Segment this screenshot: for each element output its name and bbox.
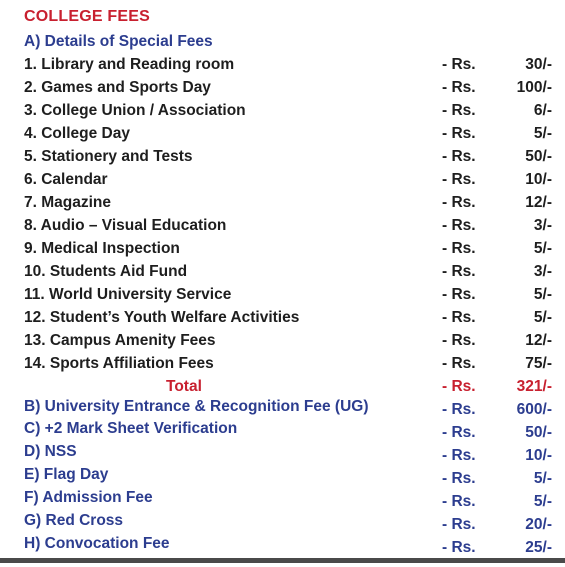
fee-row — [24, 192, 554, 214]
fee-prefix: - Rs. — [442, 424, 476, 441]
fee-label: 11. World University Service — [24, 286, 232, 303]
fee-label: 12. Student’s Youth Welfare Activities — [24, 309, 300, 326]
fee-amount — [442, 169, 552, 191]
fee-prefix: - Rs. — [442, 401, 476, 418]
fee-label: 5. Stationery and Tests — [24, 148, 193, 165]
fee-row — [24, 169, 554, 191]
fee-prefix: - Rs. — [442, 171, 476, 188]
fee-amount — [442, 330, 552, 352]
fee-label: 2. Games and Sports Day — [24, 79, 211, 96]
other-fee-row — [24, 464, 554, 486]
fee-label: 9. Medical Inspection — [24, 240, 180, 257]
fee-row — [24, 330, 554, 352]
fee-prefix: - Rs. — [442, 148, 476, 165]
fee-row — [24, 54, 554, 76]
total-label: Total — [166, 378, 202, 395]
fee-label: 13. Campus Amenity Fees — [24, 332, 216, 349]
fee-amount — [442, 54, 552, 76]
fee-prefix: - Rs. — [442, 79, 476, 96]
fee-value: 20/- — [525, 516, 552, 533]
fee-row — [24, 284, 554, 306]
fee-row — [24, 261, 554, 283]
fee-amount — [442, 192, 552, 214]
other-fee-row — [24, 487, 554, 509]
fee-amount — [442, 146, 552, 168]
fee-row — [24, 100, 554, 122]
other-fee-label: G) Red Cross — [24, 512, 124, 529]
other-fee-row — [24, 396, 554, 418]
fee-amount — [442, 353, 552, 375]
fee-prefix: - Rs. — [442, 332, 476, 349]
fee-row — [24, 77, 554, 99]
section-a-title: A) Details of Special Fees — [24, 33, 213, 50]
fee-prefix: - Rs. — [442, 470, 476, 487]
fee-value: 25/- — [525, 539, 552, 556]
fee-label: 7. Magazine — [24, 194, 111, 211]
other-fee-row — [24, 441, 554, 463]
fee-prefix: - Rs. — [442, 263, 476, 280]
fee-value: 6/- — [533, 102, 552, 119]
fee-value: 3/- — [533, 263, 552, 280]
total-value: 321/- — [516, 378, 552, 395]
fee-row — [24, 307, 554, 329]
other-fee-label: C) +2 Mark Sheet Verification — [24, 420, 238, 437]
fee-prefix: - Rs. — [442, 493, 476, 510]
total-prefix: - Rs. — [442, 378, 476, 395]
fee-label: 14. Sports Affiliation Fees — [24, 355, 214, 372]
fee-value: 12/- — [525, 194, 552, 211]
fee-amount — [442, 77, 552, 99]
fee-value: 10/- — [525, 171, 552, 188]
fee-label: 6. Calendar — [24, 171, 108, 188]
other-fee-label: F) Admission Fee — [24, 489, 153, 506]
fee-label: 3. College Union / Association — [24, 102, 246, 119]
other-fee-label: D) NSS — [24, 443, 77, 460]
fee-row — [24, 146, 554, 168]
fee-value: 30/- — [525, 56, 552, 73]
fee-value: 5/- — [533, 286, 552, 303]
other-fee-row — [24, 533, 554, 555]
fee-value: 75/- — [525, 355, 552, 372]
fee-value: 12/- — [525, 332, 552, 349]
fee-prefix: - Rs. — [442, 102, 476, 119]
fee-value: 3/- — [533, 217, 552, 234]
fee-prefix: - Rs. — [442, 125, 476, 142]
fee-value: 100/- — [516, 79, 552, 96]
fee-row — [24, 353, 554, 375]
fee-prefix: - Rs. — [442, 539, 476, 556]
other-fee-label: E) Flag Day — [24, 466, 109, 483]
fee-label: 10. Students Aid Fund — [24, 263, 188, 280]
other-fee-label: H) Convocation Fee — [24, 535, 170, 552]
fee-prefix: - Rs. — [442, 355, 476, 372]
fee-prefix: - Rs. — [442, 309, 476, 326]
other-fee-label: B) University Entrance & Recognition Fee (UG) — [24, 398, 369, 415]
fee-label: 8. Audio – Visual Education — [24, 217, 227, 234]
fee-amount — [442, 123, 552, 145]
fee-value: 50/- — [525, 424, 552, 441]
other-fee-amount — [442, 537, 552, 559]
fee-prefix: - Rs. — [442, 240, 476, 257]
total-row — [24, 376, 554, 398]
fee-value: 600/- — [516, 401, 552, 418]
fee-value: 5/- — [533, 493, 552, 510]
fee-amount — [442, 261, 552, 283]
bottom-divider — [0, 558, 565, 563]
fee-row — [24, 238, 554, 260]
fee-label: 4. College Day — [24, 125, 130, 142]
fee-value: 5/- — [533, 470, 552, 487]
fee-amount — [442, 307, 552, 329]
fee-amount — [442, 215, 552, 237]
fee-prefix: - Rs. — [442, 516, 476, 533]
fee-prefix: - Rs. — [442, 56, 476, 73]
fee-prefix: - Rs. — [442, 194, 476, 211]
fee-amount — [442, 284, 552, 306]
fee-prefix: - Rs. — [442, 286, 476, 303]
other-fee-row — [24, 418, 554, 440]
fee-value: 5/- — [533, 125, 552, 142]
fee-prefix: - Rs. — [442, 217, 476, 234]
page-title: COLLEGE FEES — [24, 8, 150, 25]
section-a-title-row — [24, 31, 554, 53]
total-amount — [442, 376, 552, 398]
fee-amount — [442, 238, 552, 260]
fee-value: 10/- — [525, 447, 552, 464]
fee-prefix: - Rs. — [442, 447, 476, 464]
fee-amount — [442, 100, 552, 122]
fee-row — [24, 123, 554, 145]
fee-label: 1. Library and Reading room — [24, 56, 235, 73]
fee-row — [24, 215, 554, 237]
fee-value: 5/- — [533, 309, 552, 326]
fee-value: 5/- — [533, 240, 552, 257]
other-fee-row — [24, 510, 554, 532]
fee-value: 50/- — [525, 148, 552, 165]
